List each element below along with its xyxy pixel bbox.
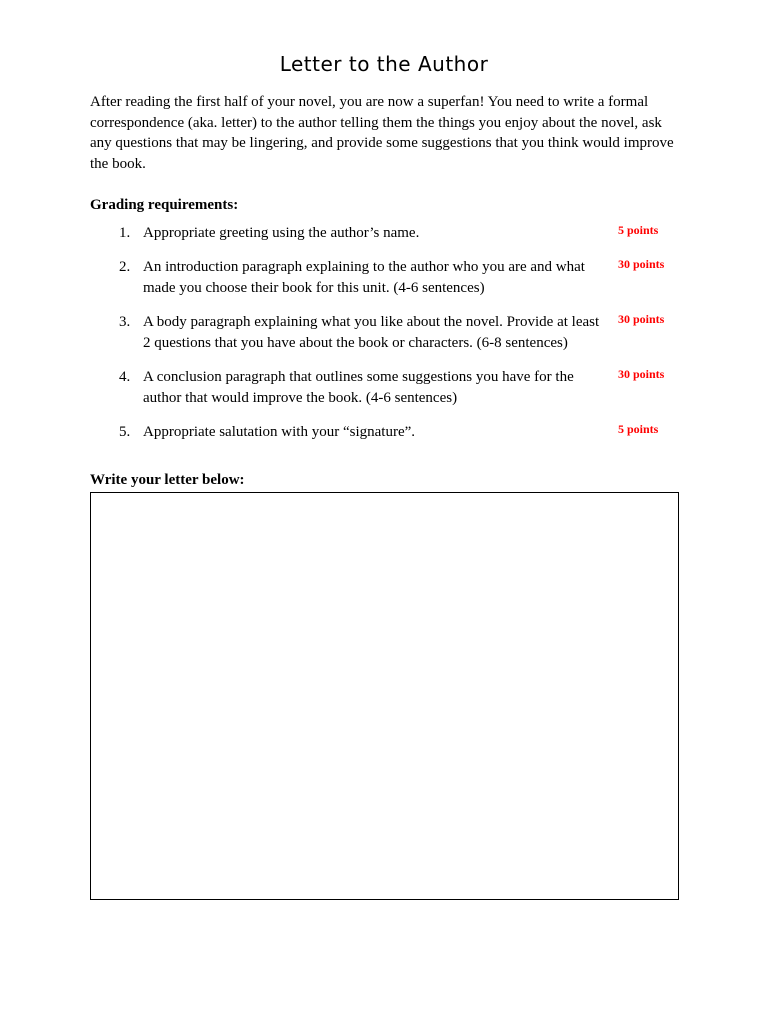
requirement-text: Appropriate salutation with your “signature”. [143, 424, 416, 440]
intro-paragraph: After reading the first half of your novel, you are now a superfan! You need to write a formal correspondence (aka. letter) to the author telling them the things you enjoy about the novel, ask any questions that may be lingering, and provide some suggestions that you think would improve the book. [90, 94, 674, 172]
requirement-text: Appropriate greeting using the author’s name. [143, 225, 420, 241]
requirement-number: 3. [119, 314, 131, 330]
requirement-number: 5. [119, 424, 131, 440]
requirement-text: A conclusion paragraph that outlines some suggestions you have for the author that would improve the book. (4-6 sentences) [143, 369, 574, 406]
page-title: Letter to the Author [279, 52, 489, 76]
requirement-points: 5 points [618, 422, 659, 436]
requirement-text: An introduction paragraph explaining to the author who you are and what made you choose their book for this unit. (4-6 sentences) [143, 259, 585, 296]
grading-requirements-heading: Grading requirements: [90, 197, 239, 213]
requirement-number: 4. [119, 369, 131, 385]
requirement-points: 30 points [618, 312, 665, 326]
requirement-number: 1. [119, 225, 131, 241]
letter-heading: Write your letter below: [90, 472, 245, 488]
requirement-number: 2. [119, 259, 131, 275]
requirement-text: A body paragraph explaining what you like about the novel. Provide at least 2 questions that you have about the book or characters. (6-8 sentences) [143, 314, 600, 351]
requirement-points: 30 points [618, 257, 665, 271]
requirement-points: 5 points [618, 223, 659, 237]
requirement-points: 30 points [618, 367, 665, 381]
letter-writing-box[interactable] [90, 492, 679, 900]
